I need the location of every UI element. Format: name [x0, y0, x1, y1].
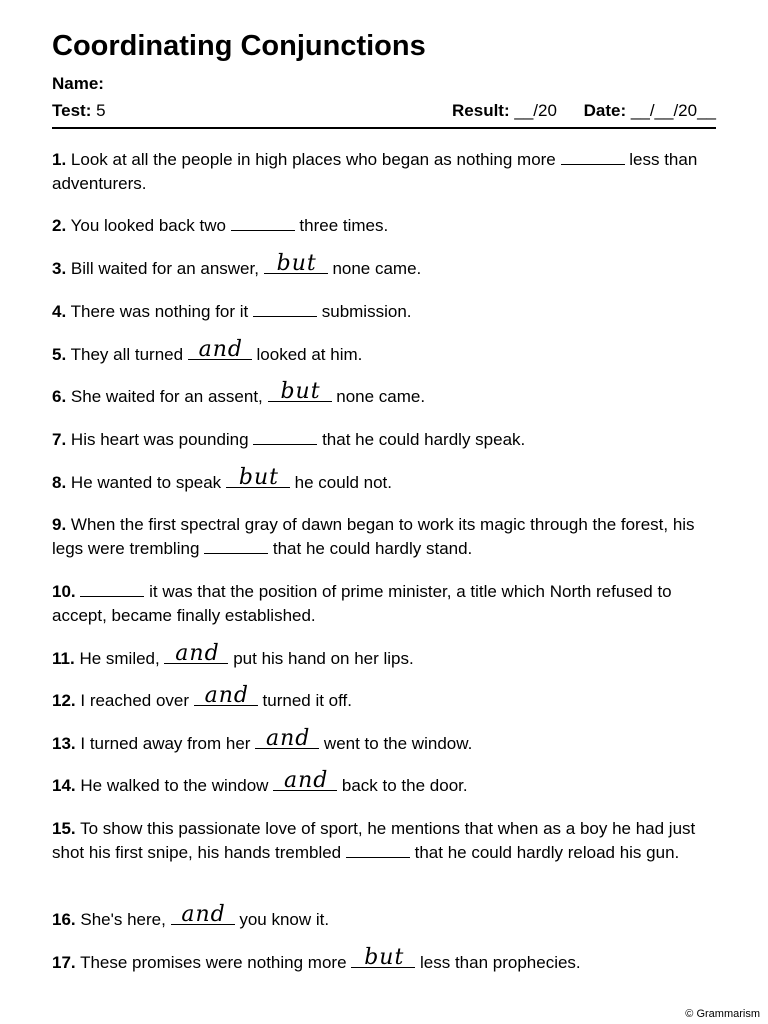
question-text-before: He smiled,	[79, 649, 160, 668]
question-text-before: He walked to the window	[80, 776, 269, 795]
question-item	[52, 580, 716, 628]
question-number: 2.	[52, 216, 67, 235]
handwritten-answer: but	[276, 251, 317, 276]
copyright-notice: © Grammarism	[685, 1008, 760, 1020]
question-number: 12.	[52, 691, 76, 710]
question-number: 5.	[52, 345, 67, 364]
question-item	[52, 683, 716, 713]
question-text-after: three times.	[299, 216, 389, 235]
question-number: 14.	[52, 776, 76, 795]
question-item	[52, 817, 716, 865]
question-text-before: His heart was pounding	[70, 430, 249, 449]
test-label: Test:	[52, 101, 92, 120]
question-number: 16.	[52, 910, 76, 929]
question-item	[52, 148, 716, 196]
answer-blank[interactable]	[255, 726, 319, 751]
answer-blank[interactable]	[273, 768, 337, 793]
question-text-before: These promises were nothing more	[80, 953, 347, 972]
question-text-before: When the first spectral gray of dawn began to work its magic through the forest, his legs were trembling	[52, 515, 695, 558]
question-text-after: turned it off.	[262, 691, 352, 710]
question-text-before: There was nothing for it	[70, 302, 249, 321]
question-text-after: it was that the position of prime minister, a title which North refused to accept, became finally established.	[52, 582, 672, 625]
answer-blank[interactable]	[188, 337, 252, 362]
answer-blank[interactable]	[346, 843, 410, 858]
question-text-before: They all turned	[70, 345, 184, 364]
date-value: __/__/20__	[630, 101, 716, 120]
question-text-after: that he could hardly stand.	[272, 539, 473, 558]
question-number: 3.	[52, 259, 67, 278]
question-text-after: none came.	[332, 259, 422, 278]
answer-blank[interactable]	[268, 379, 332, 404]
question-item	[52, 251, 716, 281]
handwritten-answer: and	[198, 337, 243, 362]
question-number: 1.	[52, 150, 67, 169]
answer-blank[interactable]	[351, 945, 415, 970]
question-number: 9.	[52, 515, 67, 534]
question-item	[52, 465, 716, 495]
handwritten-answer: and	[283, 768, 329, 793]
question-item	[52, 768, 716, 798]
question-item	[52, 902, 716, 932]
question-number: 11.	[52, 649, 75, 668]
answer-blank[interactable]	[80, 582, 144, 597]
question-number: 7.	[52, 430, 67, 449]
question-number: 4.	[52, 302, 67, 321]
question-text-before: I reached over	[80, 691, 190, 710]
question-text-after: you know it.	[239, 910, 330, 929]
header-divider	[52, 127, 716, 129]
question-item	[52, 379, 716, 409]
question-text-after: looked at him.	[256, 345, 363, 364]
answer-blank[interactable]	[253, 430, 317, 445]
handwritten-answer: but	[280, 379, 321, 404]
answer-blank[interactable]	[561, 150, 625, 165]
question-text-after: went to the window.	[323, 734, 473, 753]
question-text-after: that he could hardly speak.	[322, 430, 526, 449]
question-text-after: he could not.	[294, 473, 393, 492]
result-label: Result:	[452, 101, 510, 120]
name-label: Name:	[52, 74, 104, 93]
page-title: Coordinating Conjunctions	[52, 30, 426, 62]
question-text-before: He wanted to speak	[70, 473, 222, 492]
test-info	[52, 101, 106, 121]
handwritten-answer: and	[266, 726, 311, 751]
handwritten-answer: and	[204, 683, 249, 708]
answer-blank[interactable]	[171, 902, 235, 927]
question-text-after: submission.	[321, 302, 412, 321]
question-item	[52, 300, 716, 324]
test-value: 5	[96, 101, 106, 120]
question-item	[52, 337, 716, 367]
question-item	[52, 945, 716, 975]
question-text-before: I turned away from her	[80, 734, 251, 753]
question-text-after: less than prophecies.	[420, 953, 581, 972]
question-text-after: put his hand on her lips.	[233, 649, 414, 668]
question-item	[52, 513, 716, 561]
question-text-before: She's here,	[80, 910, 166, 929]
result-date	[452, 101, 716, 121]
question-text-after: none came.	[336, 387, 426, 406]
answer-blank[interactable]	[164, 641, 228, 666]
handwritten-answer: and	[175, 641, 220, 666]
question-number: 6.	[52, 387, 67, 406]
question-number: 15.	[52, 819, 76, 838]
question-text-after: back to the door.	[341, 776, 468, 795]
question-text-after: less than adventurers.	[52, 150, 698, 193]
answer-blank[interactable]	[231, 216, 295, 231]
question-text-before: Look at all the people in high places who began as nothing more	[70, 150, 556, 169]
date-label: Date:	[583, 101, 627, 120]
question-number: 17.	[52, 953, 76, 972]
question-text-before: To show this passionate love of sport, he mentions that when as a boy he had just shot his first snipe, his hands trembled	[52, 819, 696, 862]
question-number: 8.	[52, 473, 67, 492]
answer-blank[interactable]	[194, 683, 258, 708]
question-item	[52, 726, 716, 756]
question-item	[52, 214, 716, 238]
question-item	[52, 641, 716, 671]
result-value: __/20	[514, 101, 557, 120]
answer-blank[interactable]	[264, 251, 328, 276]
question-text-before: You looked back two	[70, 216, 226, 235]
question-item	[52, 428, 716, 452]
question-text-before: Bill waited for an answer,	[70, 259, 259, 278]
handwritten-answer: but	[238, 465, 279, 490]
question-number: 13.	[52, 734, 76, 753]
answer-blank[interactable]	[253, 302, 317, 317]
handwritten-answer: but	[364, 945, 405, 970]
handwritten-answer: and	[181, 902, 226, 927]
question-number: 10.	[52, 582, 76, 601]
question-text-after: that he could hardly reload his gun.	[414, 843, 680, 862]
answer-blank[interactable]	[226, 465, 290, 490]
question-text-before: She waited for an assent,	[70, 387, 263, 406]
answer-blank[interactable]	[204, 539, 268, 554]
